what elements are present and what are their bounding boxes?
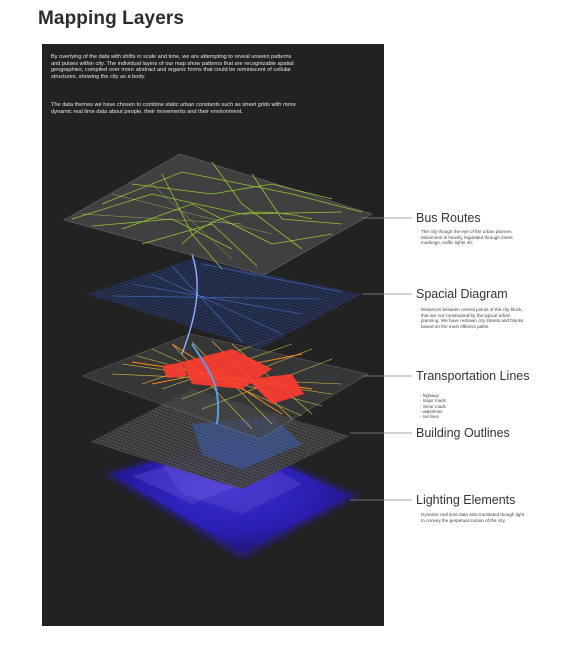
desc-spacial-diagram: Distances between central points of the city block, that are not constrained by the typical urban planning. We have redrawn city streets and blocks based on the most efficient paths.: [421, 307, 524, 329]
legend-item: - major roads: [420, 398, 446, 404]
intro-paragraph-1: By overlying of the data with shifts in scale and time, we are attempting to reveal unseen patterns and pulses within city. The individual layers of our map show patterns that are recognizable spatial geographies, compiled over more abstract and organic forms that could be reminiscent of cellular structures, showing the city as a body.: [51, 54, 294, 80]
desc-lighting-elements: Dynamic real time data sets translated though light to convey the perpetual motion of the city.: [421, 512, 525, 523]
intro-paragraph-2: The data themes we have chosen to combine static urban constants such as street grids with more dynamic real time data about people, their movements and their environment.: [51, 102, 296, 115]
label-transportation-lines: Transportation Lines: [416, 369, 530, 383]
label-spacial-diagram: Spacial Diagram: [416, 287, 508, 301]
page-title: Mapping Layers: [38, 8, 185, 29]
transportation-legend: [420, 393, 446, 419]
legend-item: - highway: [420, 393, 439, 398]
legend-item: - minor roads: [420, 403, 446, 409]
label-building-outlines: Building Outlines: [416, 426, 510, 440]
legend-item: - rail lines: [420, 414, 439, 420]
label-lighting-elements: Lighting Elements: [416, 493, 516, 507]
label-bus-routes: Bus Routes: [416, 211, 481, 225]
legend-item: - waterlines: [420, 408, 443, 414]
desc-bus-routes: The city though the eye of the urban planner. Movement is heavily regulated through street markings, traffic lights etc: [421, 229, 513, 246]
